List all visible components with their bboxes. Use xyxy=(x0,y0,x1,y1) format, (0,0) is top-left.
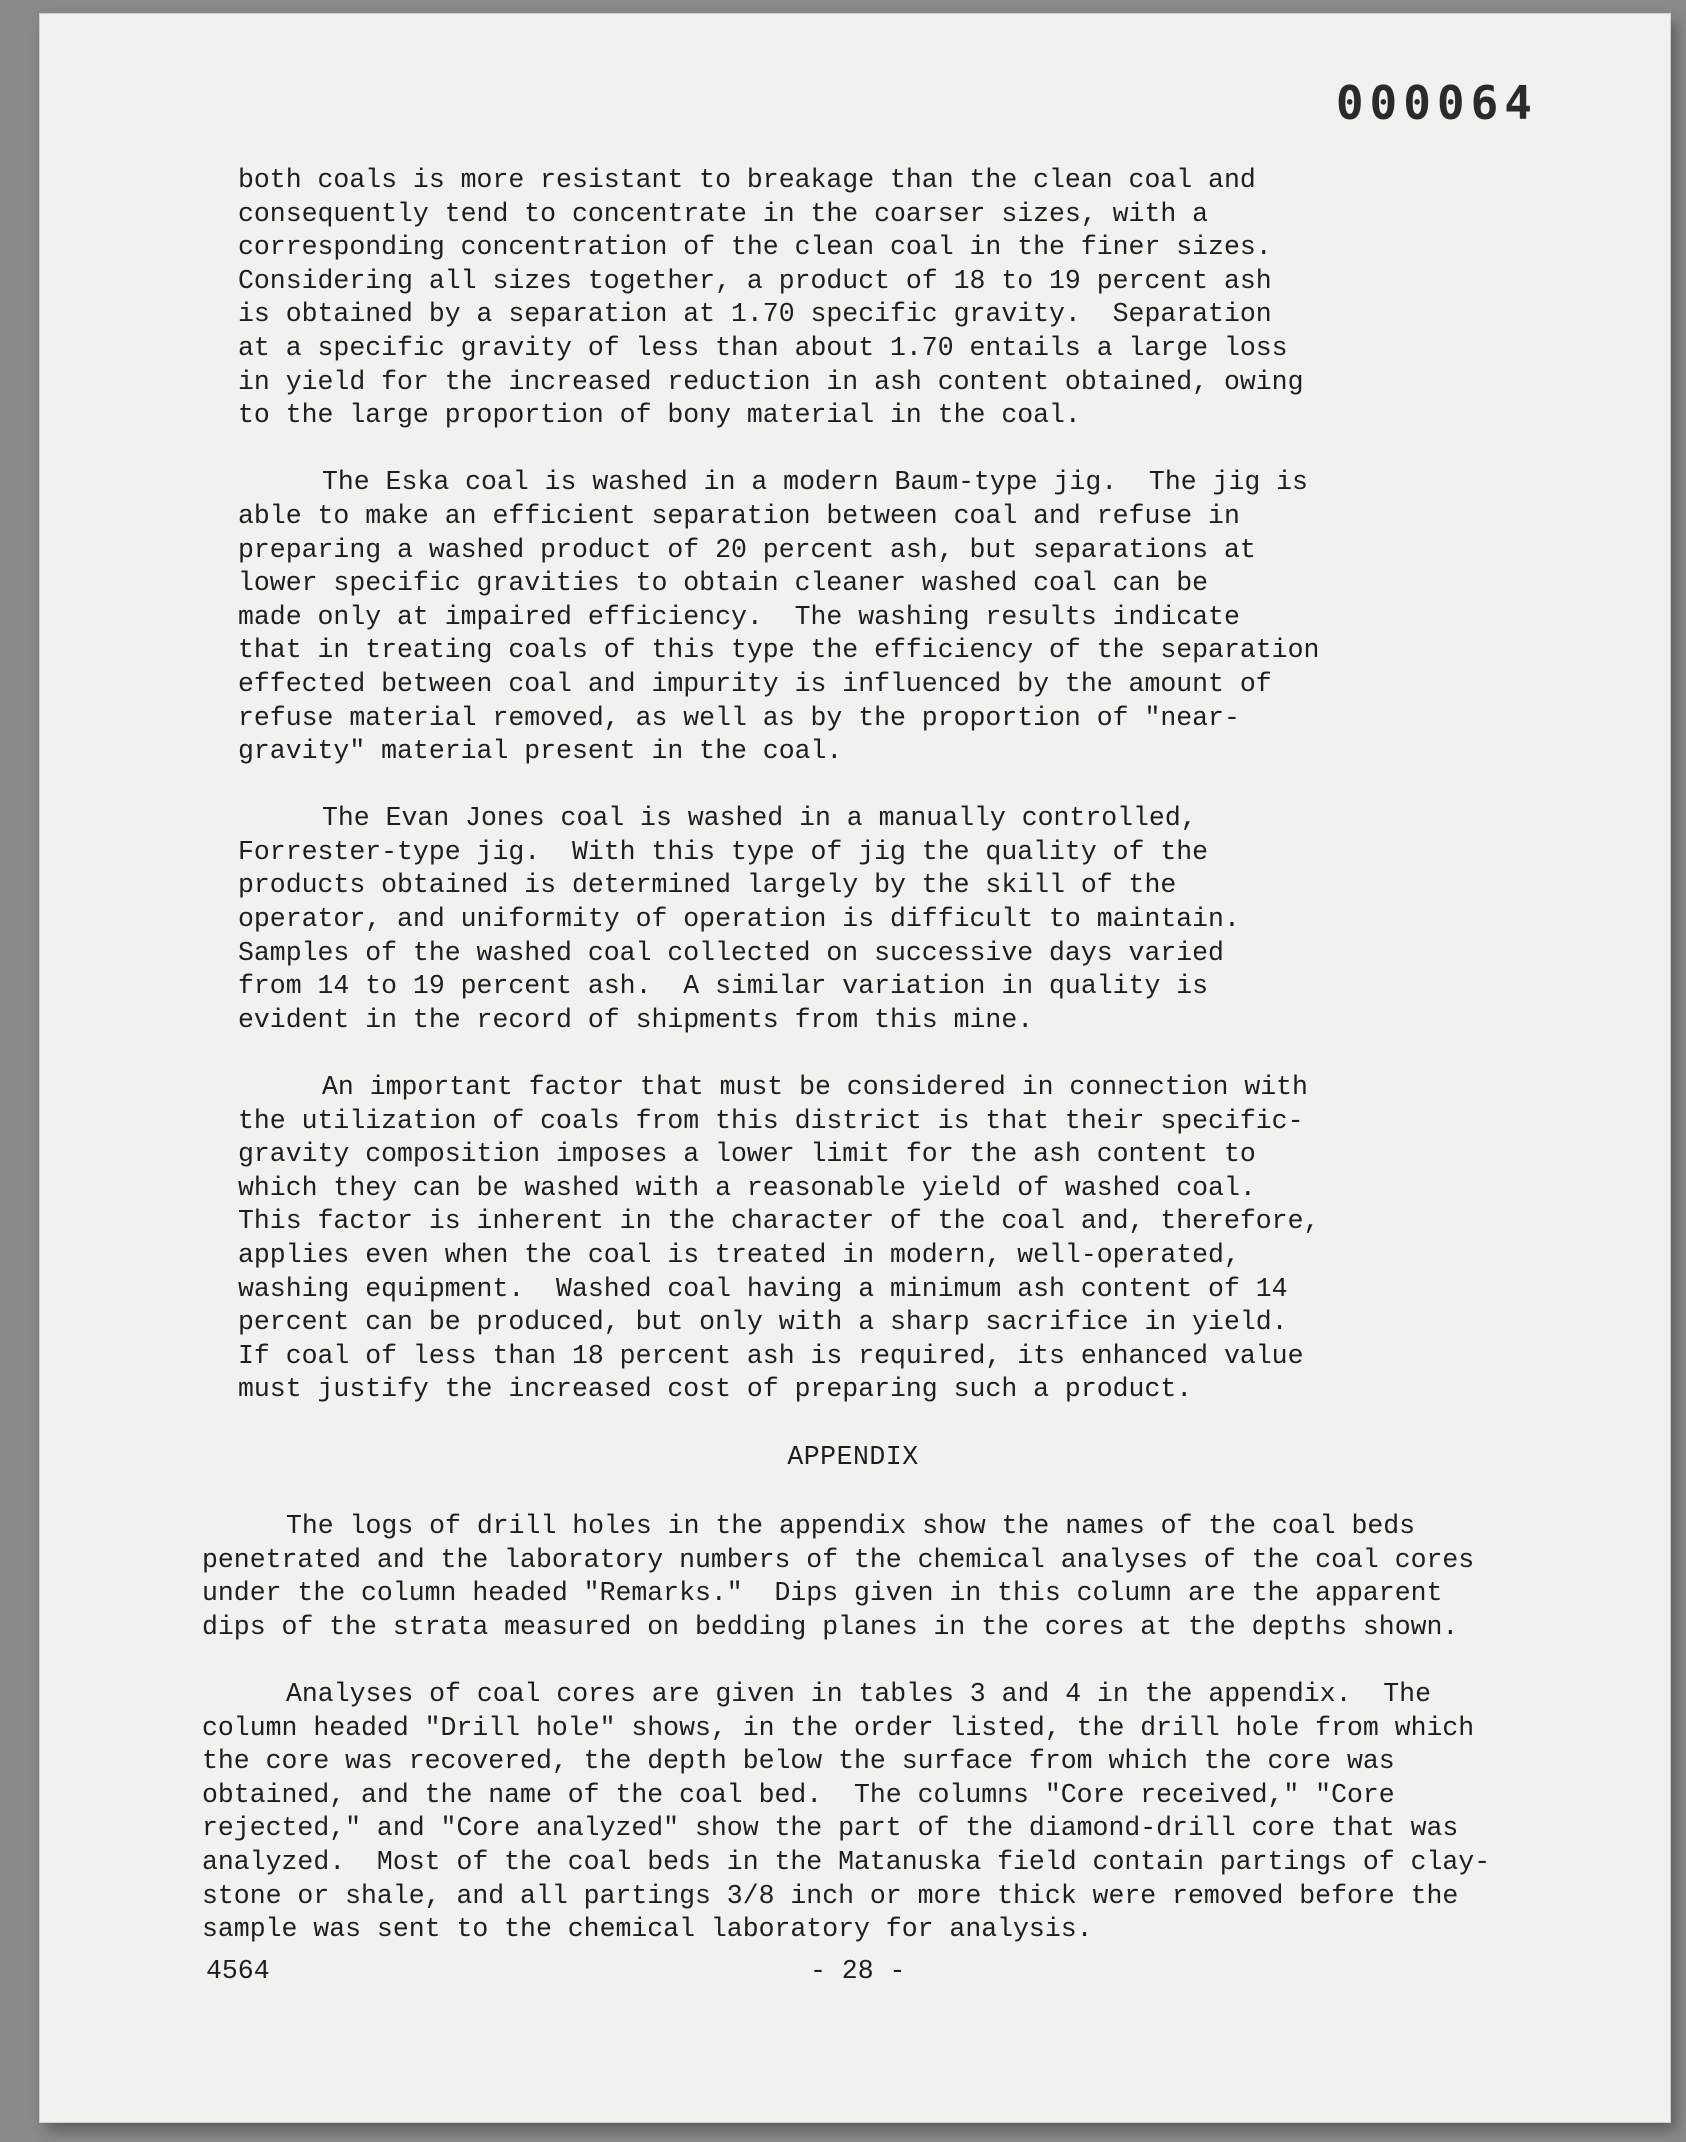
text-line: penetrated and the laboratory numbers of the chemical analyses of the coal cores xyxy=(202,1544,1475,1575)
appendix-paragraph-2 xyxy=(202,1678,1562,1947)
paragraph-4 xyxy=(238,1071,1468,1407)
text-line: able to make an efficient separation between coal and refuse in xyxy=(238,500,1240,531)
text-line: preparing a washed product of 20 percent ash, but separations at xyxy=(238,534,1256,565)
body-text xyxy=(238,164,1468,1508)
text-line: both coals is more resistant to breakage than the clean coal and xyxy=(238,165,1256,195)
text-line: applies even when the coal is treated in modern, well-operated, xyxy=(238,1240,1240,1270)
text-line: under the column headed "Remarks." Dips given in this column are the apparent xyxy=(202,1578,1443,1609)
text-line: An important factor that must be considered in connection with xyxy=(322,1072,1308,1103)
appendix-paragraph-1 xyxy=(202,1510,1562,1644)
text-line: This factor is inherent in the character of the coal and, therefore, xyxy=(238,1206,1320,1237)
text-line: dips of the strata measured on bedding planes in the cores at the depths shown. xyxy=(202,1611,1459,1642)
text-line: Considering all sizes together, a product of 18 to 19 percent ash xyxy=(238,265,1272,296)
text-line: washing equipment. Washed coal having a minimum ash content of 14 xyxy=(238,1273,1288,1304)
appendix-heading: APPENDIX xyxy=(787,1441,919,1472)
text-line: evident in the record of shipments from this mine. xyxy=(238,1004,1034,1035)
report-number: 4564 xyxy=(206,1956,270,1986)
text-line: gravity" material present in the coal. xyxy=(238,736,843,767)
document-page xyxy=(40,14,1670,2122)
text-line: in yield for the increased reduction in ash content obtained, owing xyxy=(238,366,1304,397)
text-line: products obtained is determined largely by the skill of the xyxy=(238,870,1177,901)
paragraph-2 xyxy=(238,466,1468,768)
text-line: refuse material removed, as well as by the proportion of "near- xyxy=(238,702,1240,733)
text-line: column headed "Drill hole" shows, in the order listed, the drill hole from which xyxy=(202,1712,1475,1743)
text-line: the core was recovered, the depth below the surface from which the core was xyxy=(202,1746,1395,1777)
paragraph-3 xyxy=(238,802,1468,1037)
text-line: must justify the increased cost of preparing such a product. xyxy=(238,1374,1193,1405)
text-line: made only at impaired efficiency. The washing results indicate xyxy=(238,601,1240,632)
appendix-body xyxy=(202,1510,1562,1980)
text-line: consequently tend to concentrate in the coarser sizes, with a xyxy=(238,198,1209,229)
text-line: Analyses of coal cores are given in tables 3 and 4 in the appendix. The xyxy=(286,1678,1431,1709)
text-line: from 14 to 19 percent ash. A similar variation in quality is xyxy=(238,971,1209,1002)
text-line: that in treating coals of this type the efficiency of the separation xyxy=(238,635,1320,666)
text-line: to the large proportion of bony material in the coal. xyxy=(238,400,1081,431)
text-line: lower specific gravities to obtain cleaner washed coal can be xyxy=(238,568,1209,599)
text-line: the utilization of coals from this district is that their specific- xyxy=(238,1105,1304,1136)
text-line: analyzed. Most of the coal beds in the Matanuska field contain partings of clay- xyxy=(202,1846,1491,1877)
paragraph-1 xyxy=(238,164,1468,433)
text-line: stone or shale, and all partings 3/8 inch or more thick were removed before the xyxy=(202,1880,1459,1911)
text-line: percent can be produced, but only with a sharp sacrifice in yield. xyxy=(238,1307,1288,1338)
text-line: obtained, and the name of the coal bed. The columns "Core received," "Core xyxy=(202,1779,1395,1810)
text-line: effected between coal and impurity is influenced by the amount of xyxy=(238,668,1272,699)
text-line: corresponding concentration of the clean coal in the finer sizes. xyxy=(238,232,1272,263)
text-line: operator, and uniformity of operation is difficult to maintain. xyxy=(238,904,1240,935)
text-line: The Eska coal is washed in a modern Baum-type jig. The jig is xyxy=(322,467,1308,498)
text-line: is obtained by a separation at 1.70 specific gravity. Separation xyxy=(238,299,1272,330)
page-stamp-number: 000064 xyxy=(1335,76,1538,130)
text-line: rejected," and "Core analyzed" show the part of the diamond-drill core that was xyxy=(202,1813,1459,1844)
text-line: which they can be washed with a reasonable yield of washed coal. xyxy=(238,1172,1256,1203)
text-line: The logs of drill holes in the appendix show the names of the coal beds xyxy=(286,1511,1416,1541)
text-line: The Evan Jones coal is washed in a manually controlled, xyxy=(322,803,1197,834)
text-line: gravity composition imposes a lower limit for the ash content to xyxy=(238,1139,1256,1170)
text-line: sample was sent to the chemical laboratory for analysis. xyxy=(202,1914,1093,1945)
text-line: Samples of the washed coal collected on successive days varied xyxy=(238,937,1224,968)
text-line: at a specific gravity of less than about 1.70 entails a large loss xyxy=(238,332,1288,363)
text-line: If coal of less than 18 percent ash is required, its enhanced value xyxy=(238,1340,1304,1371)
text-line: Forrester-type jig. With this type of jig the quality of the xyxy=(238,836,1209,867)
page-number: - 28 - xyxy=(810,1956,906,1986)
